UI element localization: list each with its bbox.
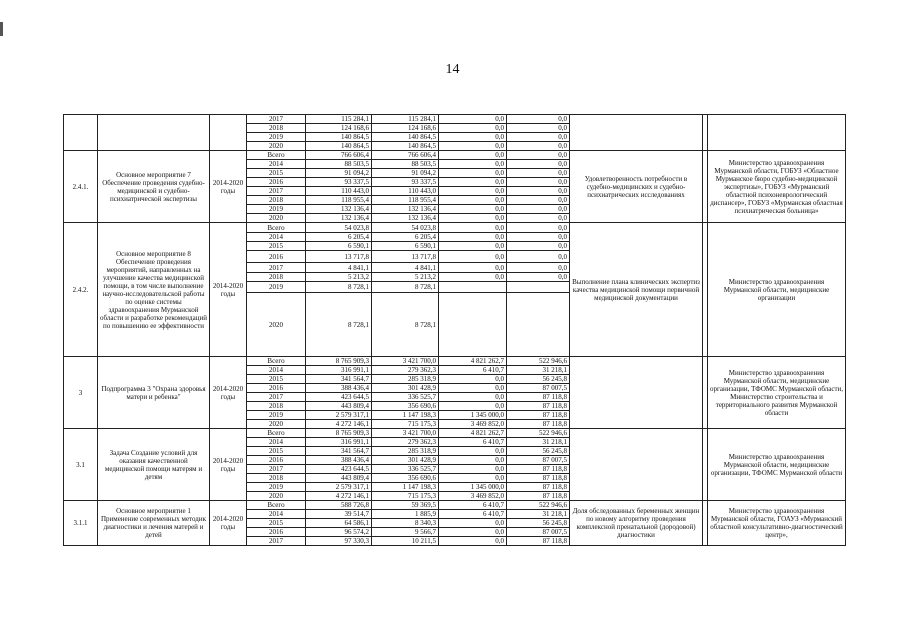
federal-budget-cell: 0,0 [439, 205, 507, 214]
result-indicator: Доля обследованных беременных женщин по новому алгоритму проведения комплексной пренатальной (дородовой) диагностики [570, 501, 703, 546]
regional-budget-cell: 8 728,1 [372, 282, 439, 293]
other-sources-cell: 56 245,8 [507, 519, 570, 528]
total-cell: 4 272 146,1 [306, 492, 372, 501]
program-table [63, 114, 846, 546]
regional-budget-cell: 10 211,5 [372, 537, 439, 546]
executor: Министерство здравоохранения Мурманской области, ГОБУЗ «Областное Мурманское бюро судебно-медицинской экспертизы», ГОБУЗ «Мурманский областной психоневрологический диспансер», ГОБУЗ «Мурманская областная психиатрическая больница» [708, 151, 846, 223]
federal-budget-cell: 0,0 [439, 393, 507, 402]
year-cell: 2016 [247, 251, 306, 263]
block-name [98, 115, 210, 151]
other-sources-cell: 0,0 [507, 187, 570, 196]
total-cell: 4 272 146,1 [306, 420, 372, 429]
other-sources-cell: 87 118,8 [507, 537, 570, 546]
other-sources-cell: 0,0 [507, 214, 570, 223]
block-period: 2014-2020 годы [210, 223, 247, 357]
block-period [210, 115, 247, 151]
block-period: 2014-2020 годы [210, 151, 247, 223]
total-cell: 341 564,7 [306, 375, 372, 384]
federal-budget-cell: 0,0 [439, 151, 507, 160]
federal-budget-cell: 1 345 000,0 [439, 483, 507, 492]
year-cell: 2014 [247, 510, 306, 519]
year-cell: 2015 [247, 242, 306, 251]
executor: Министерство здравоохранения Мурманской области, медицинские организации, ТФОМС Мурманской области, Министерство строительства и территориального развития Мурманской области [708, 357, 846, 429]
regional-budget-cell: 356 690,6 [372, 402, 439, 411]
total-cell: 64 586,1 [306, 519, 372, 528]
total-cell: 54 023,8 [306, 223, 372, 233]
total-cell: 423 644,5 [306, 465, 372, 474]
total-cell: 316 991,1 [306, 438, 372, 447]
regional-budget-cell: 1 147 198,3 [372, 483, 439, 492]
regional-budget-cell: 13 717,8 [372, 251, 439, 263]
federal-budget-cell: 0,0 [439, 133, 507, 142]
year-cell: 2020 [247, 492, 306, 501]
regional-budget-cell: 301 428,9 [372, 384, 439, 393]
year-cell: 2014 [247, 438, 306, 447]
year-cell: Всего [247, 223, 306, 233]
year-cell: 2020 [247, 214, 306, 223]
other-sources-cell: 0,0 [507, 124, 570, 133]
federal-budget-cell: 3 469 852,0 [439, 492, 507, 501]
year-cell: 2017 [247, 187, 306, 196]
federal-budget-cell: 0,0 [439, 124, 507, 133]
executor: Министерство здравоохранения Мурманской области, ГОАУЗ «Мурманский областной консультативно-диагностический центр», [708, 501, 846, 546]
federal-budget-cell: 0,0 [439, 142, 507, 151]
federal-budget-cell: 0,0 [439, 242, 507, 251]
total-cell: 96 574,2 [306, 528, 372, 537]
year-cell: 2014 [247, 160, 306, 169]
total-cell: 388 436,4 [306, 456, 372, 465]
total-cell: 140 864,5 [306, 133, 372, 142]
total-cell: 8 765 909,3 [306, 429, 372, 438]
regional-budget-cell: 54 023,8 [372, 223, 439, 233]
total-cell: 2 579 317,1 [306, 483, 372, 492]
block-name: Подпрограмма 3 "Охрана здоровья матери и ребенка" [98, 357, 210, 429]
year-cell: 2018 [247, 402, 306, 411]
result-indicator: Удовлетворенность потребности в судебно-медицинских и судебно-психиатрических исследованиях [570, 151, 703, 223]
federal-budget-cell: 0,0 [439, 375, 507, 384]
total-cell: 132 136,4 [306, 205, 372, 214]
result-indicator: Выполнение плана клинических экспертиз качества медицинской помощи первичной медицинской документации [570, 223, 703, 357]
federal-budget-cell: 0,0 [439, 263, 507, 273]
block-name: Основное мероприятие 8 Обеспечение проведения мероприятий, направленных на улучшение качества медицинской помощи, в том числе выполнение научно-исследовательской работы по оценке системы здравоохранения Мурманской области и разработке рекомендаций по повышению ее эффективности [98, 223, 210, 357]
other-sources-cell: 87 118,8 [507, 402, 570, 411]
year-cell: 2017 [247, 263, 306, 273]
other-sources-cell: 0,0 [507, 233, 570, 242]
total-cell: 39 514,7 [306, 510, 372, 519]
other-sources-cell: 56 245,8 [507, 375, 570, 384]
block-name: Основное мероприятие 7 Обеспечение проведения судебно-медицинской и судебно-психиатрической экспертизы [98, 151, 210, 223]
block-code: 3 [64, 357, 98, 429]
regional-budget-cell: 110 443,0 [372, 187, 439, 196]
total-cell: 316 991,1 [306, 366, 372, 375]
year-cell: Всего [247, 429, 306, 438]
block-period: 2014-2020 годы [210, 357, 247, 429]
regional-budget-cell: 6 590,1 [372, 242, 439, 251]
regional-budget-cell: 301 428,9 [372, 456, 439, 465]
year-cell: Всего [247, 357, 306, 366]
federal-budget-cell: 4 821 262,7 [439, 357, 507, 366]
total-cell: 423 644,5 [306, 393, 372, 402]
other-sources-cell: 87 007,5 [507, 528, 570, 537]
other-sources-cell: 0,0 [507, 273, 570, 282]
other-sources-cell: 0,0 [507, 196, 570, 205]
regional-budget-cell: 715 175,3 [372, 420, 439, 429]
regional-budget-cell: 59 369,5 [372, 501, 439, 510]
federal-budget-cell: 0,0 [439, 519, 507, 528]
executor [708, 115, 846, 151]
total-cell: 6 205,4 [306, 233, 372, 242]
regional-budget-cell: 3 421 700,0 [372, 357, 439, 366]
table-row [64, 429, 846, 438]
executor: Министерство здравоохранения Мурманской области, медицинские организации, ТФОМС Мурманской области [708, 429, 846, 501]
regional-budget-cell: 1 885,9 [372, 510, 439, 519]
other-sources-cell: 31 218,1 [507, 366, 570, 375]
table-row [64, 223, 846, 233]
other-sources-cell: 522 946,6 [507, 429, 570, 438]
regional-budget-cell: 3 421 700,0 [372, 429, 439, 438]
block-code [64, 115, 98, 151]
total-cell: 91 094,2 [306, 169, 372, 178]
total-cell: 132 136,4 [306, 214, 372, 223]
other-sources-cell: 522 946,6 [507, 501, 570, 510]
federal-budget-cell: 0,0 [439, 214, 507, 223]
block-name: Задача Создание условий для оказания качественной медицинской помощи матерям и детям [98, 429, 210, 501]
block-period: 2014-2020 годы [210, 501, 247, 546]
regional-budget-cell: 88 503,5 [372, 160, 439, 169]
total-cell: 88 503,5 [306, 160, 372, 169]
federal-budget-cell [439, 293, 507, 357]
other-sources-cell: 87 007,5 [507, 384, 570, 393]
other-sources-cell [507, 282, 570, 293]
total-cell: 8 765 909,3 [306, 357, 372, 366]
regional-budget-cell: 356 690,6 [372, 474, 439, 483]
federal-budget-cell: 0,0 [439, 187, 507, 196]
year-cell: 2015 [247, 519, 306, 528]
federal-budget-cell: 0,0 [439, 528, 507, 537]
total-cell: 8 728,1 [306, 282, 372, 293]
regional-budget-cell: 336 525,7 [372, 465, 439, 474]
total-cell: 341 564,7 [306, 447, 372, 456]
total-cell: 8 728,1 [306, 293, 372, 357]
other-sources-cell: 87 118,8 [507, 411, 570, 420]
other-sources-cell: 87 118,8 [507, 420, 570, 429]
other-sources-cell: 0,0 [507, 205, 570, 214]
regional-budget-cell: 118 955,4 [372, 196, 439, 205]
regional-budget-cell: 124 168,6 [372, 124, 439, 133]
regional-budget-cell: 285 318,9 [372, 375, 439, 384]
year-cell: 2016 [247, 528, 306, 537]
year-cell: 2014 [247, 366, 306, 375]
other-sources-cell: 0,0 [507, 169, 570, 178]
block-code: 2.4.1. [64, 151, 98, 223]
other-sources-cell: 0,0 [507, 133, 570, 142]
year-cell: 2019 [247, 205, 306, 214]
block-name: Основное мероприятие 1 Применение современных методик диагностики и лечения матерей и детей [98, 501, 210, 546]
federal-budget-cell: 6 410,7 [439, 501, 507, 510]
other-sources-cell: 0,0 [507, 263, 570, 273]
federal-budget-cell: 4 821 262,7 [439, 429, 507, 438]
federal-budget-cell: 0,0 [439, 273, 507, 282]
federal-budget-cell: 0,0 [439, 169, 507, 178]
total-cell: 388 436,4 [306, 384, 372, 393]
federal-budget-cell: 6 410,7 [439, 366, 507, 375]
year-cell: 2017 [247, 115, 306, 124]
table-row [64, 115, 846, 124]
total-cell: 6 590,1 [306, 242, 372, 251]
year-cell: 2019 [247, 133, 306, 142]
other-sources-cell: 0,0 [507, 115, 570, 124]
other-sources-cell: 87 118,8 [507, 393, 570, 402]
total-cell: 110 443,0 [306, 187, 372, 196]
regional-budget-cell: 766 606,4 [372, 151, 439, 160]
year-cell: 2020 [247, 293, 306, 357]
year-cell: 2019 [247, 282, 306, 293]
other-sources-cell: 0,0 [507, 223, 570, 233]
regional-budget-cell: 91 094,2 [372, 169, 439, 178]
other-sources-cell: 0,0 [507, 160, 570, 169]
federal-budget-cell: 0,0 [439, 447, 507, 456]
other-sources-cell: 31 218,1 [507, 510, 570, 519]
table-row [64, 151, 846, 160]
year-cell: 2017 [247, 465, 306, 474]
other-sources-cell: 31 218,1 [507, 438, 570, 447]
result-indicator [570, 429, 703, 501]
left-margin-mark [0, 22, 3, 36]
total-cell: 5 213,2 [306, 273, 372, 282]
federal-budget-cell: 0,0 [439, 160, 507, 169]
year-cell: 2020 [247, 420, 306, 429]
federal-budget-cell: 6 410,7 [439, 438, 507, 447]
federal-budget-cell [439, 282, 507, 293]
federal-budget-cell: 0,0 [439, 178, 507, 187]
federal-budget-cell: 0,0 [439, 537, 507, 546]
year-cell: 2014 [247, 233, 306, 242]
year-cell: 2019 [247, 483, 306, 492]
other-sources-cell: 522 946,6 [507, 357, 570, 366]
total-cell: 443 809,4 [306, 402, 372, 411]
block-code: 3.1 [64, 429, 98, 501]
block-code: 2.4.2. [64, 223, 98, 357]
regional-budget-cell: 9 566,7 [372, 528, 439, 537]
year-cell: 2016 [247, 456, 306, 465]
federal-budget-cell: 0,0 [439, 456, 507, 465]
total-cell: 140 864,5 [306, 142, 372, 151]
federal-budget-cell: 3 469 852,0 [439, 420, 507, 429]
federal-budget-cell: 0,0 [439, 465, 507, 474]
regional-budget-cell: 8 340,3 [372, 519, 439, 528]
year-cell: 2017 [247, 537, 306, 546]
other-sources-cell: 56 245,8 [507, 447, 570, 456]
regional-budget-cell: 115 284,1 [372, 115, 439, 124]
federal-budget-cell: 0,0 [439, 402, 507, 411]
other-sources-cell: 0,0 [507, 151, 570, 160]
block-code: 3.1.1 [64, 501, 98, 546]
year-cell: 2019 [247, 411, 306, 420]
regional-budget-cell: 6 205,4 [372, 233, 439, 242]
year-cell: 2016 [247, 384, 306, 393]
total-cell: 588 726,8 [306, 501, 372, 510]
total-cell: 766 606,4 [306, 151, 372, 160]
table-row [64, 501, 846, 510]
total-cell: 97 330,3 [306, 537, 372, 546]
regional-budget-cell: 279 362,3 [372, 366, 439, 375]
other-sources-cell: 87 118,8 [507, 474, 570, 483]
regional-budget-cell: 140 864,5 [372, 133, 439, 142]
total-cell: 2 579 317,1 [306, 411, 372, 420]
total-cell: 93 337,5 [306, 178, 372, 187]
regional-budget-cell: 132 136,4 [372, 205, 439, 214]
regional-budget-cell: 132 136,4 [372, 214, 439, 223]
other-sources-cell: 0,0 [507, 242, 570, 251]
regional-budget-cell: 1 147 198,3 [372, 411, 439, 420]
result-indicator [570, 115, 703, 151]
regional-budget-cell: 4 841,1 [372, 263, 439, 273]
other-sources-cell: 87 118,8 [507, 465, 570, 474]
other-sources-cell [507, 293, 570, 357]
total-cell: 443 809,4 [306, 474, 372, 483]
year-cell: 2017 [247, 393, 306, 402]
other-sources-cell: 87 007,5 [507, 456, 570, 465]
federal-budget-cell: 0,0 [439, 384, 507, 393]
regional-budget-cell: 336 525,7 [372, 393, 439, 402]
other-sources-cell: 0,0 [507, 251, 570, 263]
regional-budget-cell: 8 728,1 [372, 293, 439, 357]
executor: Министерство здравоохранения Мурманской области, медицинские организации [708, 223, 846, 357]
year-cell: 2015 [247, 375, 306, 384]
table-row [64, 357, 846, 366]
year-cell: 2018 [247, 196, 306, 205]
year-cell: 2018 [247, 474, 306, 483]
year-cell: 2015 [247, 447, 306, 456]
total-cell: 118 955,4 [306, 196, 372, 205]
federal-budget-cell: 0,0 [439, 251, 507, 263]
other-sources-cell: 0,0 [507, 178, 570, 187]
regional-budget-cell: 5 213,2 [372, 273, 439, 282]
other-sources-cell: 87 118,8 [507, 492, 570, 501]
other-sources-cell: 87 118,8 [507, 483, 570, 492]
page-number: 14 [445, 62, 460, 77]
federal-budget-cell: 0,0 [439, 233, 507, 242]
block-period: 2014-2020 годы [210, 429, 247, 501]
regional-budget-cell: 285 318,9 [372, 447, 439, 456]
total-cell: 4 841,1 [306, 263, 372, 273]
regional-budget-cell: 715 175,3 [372, 492, 439, 501]
year-cell: 2016 [247, 178, 306, 187]
year-cell: Всего [247, 501, 306, 510]
other-sources-cell: 0,0 [507, 142, 570, 151]
total-cell: 115 284,1 [306, 115, 372, 124]
federal-budget-cell: 0,0 [439, 115, 507, 124]
federal-budget-cell: 0,0 [439, 223, 507, 233]
federal-budget-cell: 0,0 [439, 196, 507, 205]
total-cell: 124 168,6 [306, 124, 372, 133]
year-cell: Всего [247, 151, 306, 160]
year-cell: 2020 [247, 142, 306, 151]
federal-budget-cell: 0,0 [439, 474, 507, 483]
regional-budget-cell: 279 362,3 [372, 438, 439, 447]
regional-budget-cell: 140 864,5 [372, 142, 439, 151]
year-cell: 2018 [247, 273, 306, 282]
federal-budget-cell: 1 345 000,0 [439, 411, 507, 420]
result-indicator [570, 357, 703, 429]
year-cell: 2018 [247, 124, 306, 133]
regional-budget-cell: 93 337,5 [372, 178, 439, 187]
total-cell: 13 717,8 [306, 251, 372, 263]
year-cell: 2015 [247, 169, 306, 178]
federal-budget-cell: 6 410,7 [439, 510, 507, 519]
